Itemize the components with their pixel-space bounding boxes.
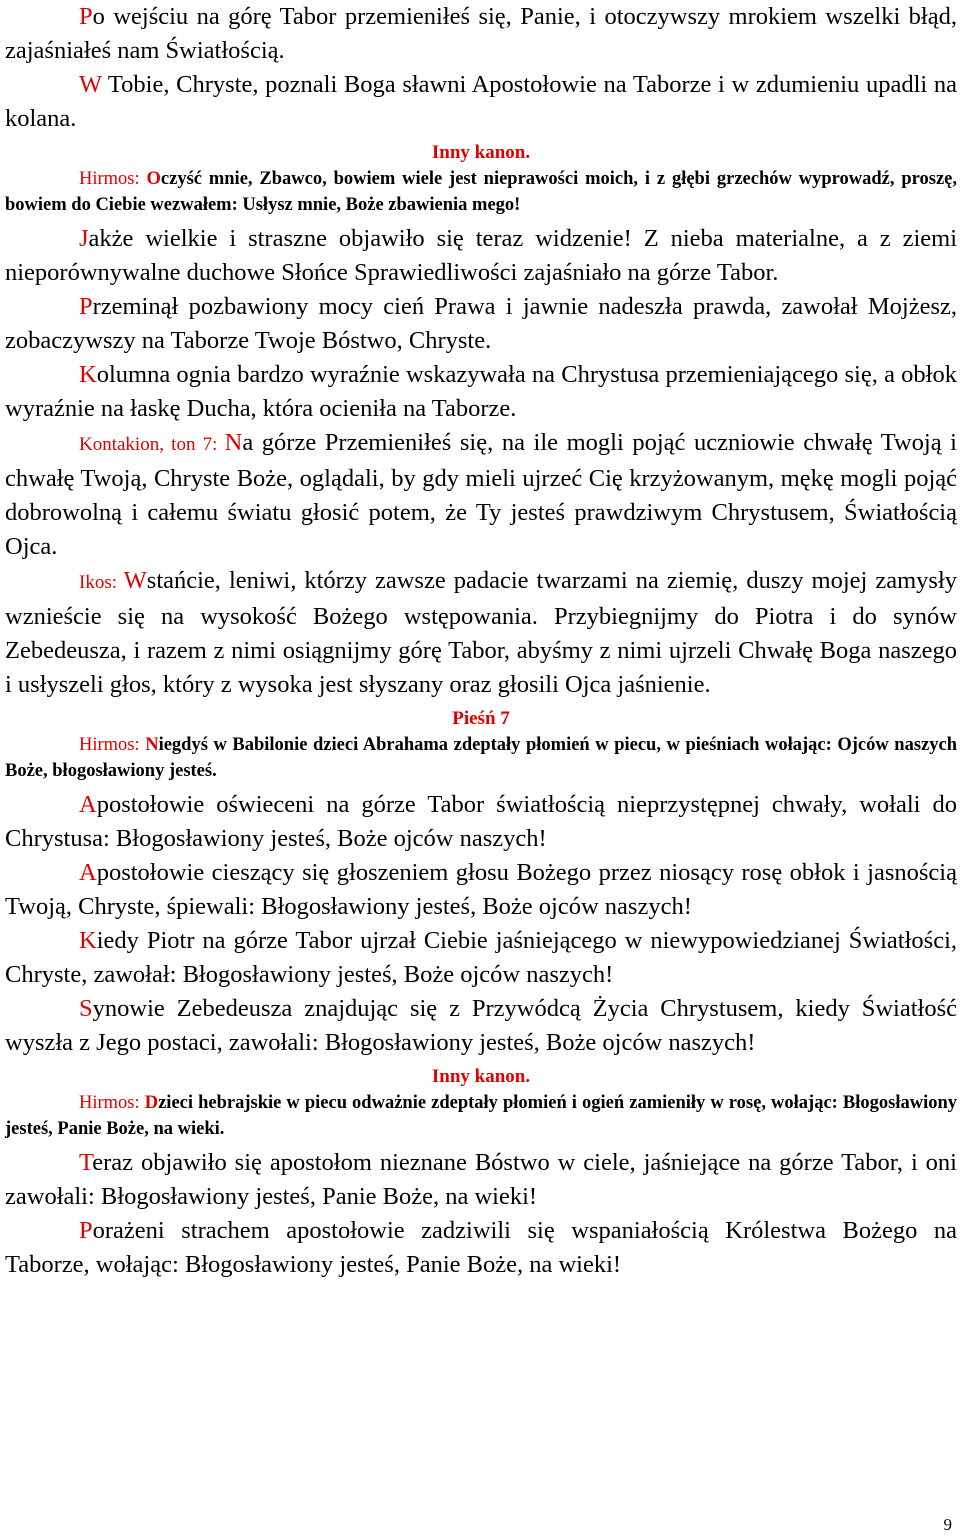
hirmos-2 <box>5 732 957 784</box>
initial-letter: S <box>79 995 93 1022</box>
paragraph-text: rzeminął pozbawiony mocy cień Prawa i jawnie nadeszła prawda, zawołał Mojżesz, zobaczywszy na Taborze Twoje Bóstwo, Chryste. <box>5 293 957 354</box>
paragraph-10 <box>5 1146 957 1214</box>
paragraph-6 <box>5 788 957 856</box>
paragraph-text: stańcie, leniwi, którzy zawsze padacie twarzami na ziemię, duszy mojej zamysły wznieście się na wysokość Bożego wstępowania. Przybiegnijmy do Piotra i do synów Zebedeusza, i razem z nimi osiągnijmy górę Tabor, abyśmy z nimi ujrzeli Chwałę Boga naszego i usłyszeli głos, który z wysoka jest słyszany oraz głosili Ojca jaśnienie. <box>5 567 957 698</box>
paragraph-7 <box>5 856 957 924</box>
hirmos-1 <box>5 166 957 218</box>
hirmos-text: zieci hebrajskie w piecu odważnie zdeptały płomień i ogień zamieniły w rosę, wołając: Błogosławiony jesteś, Panie Boże, na wieki. <box>5 1093 957 1139</box>
hirmos-text: czyść mnie, Zbawco, bowiem wiele jest nieprawości moich, i z głębi grzechów wyprowadź, proszę, bowiem do Ciebie wezwałem: Usłysz mnie, Boże zbawienia mego! <box>5 169 958 215</box>
paragraph-2 <box>5 68 957 136</box>
page-number: 9 <box>943 1515 952 1534</box>
initial-letter: K <box>79 927 97 954</box>
paragraph-11 <box>5 1214 957 1282</box>
paragraph-1 <box>5 0 957 68</box>
initial-letter: K <box>79 361 97 388</box>
paragraph-text: a górze Przemieniłeś się, na ile mogli pojąć uczniowie chwałę Twoją i chwałę Twoją, Chryste Boże, oglądali, by gdy mieli ujrzeć Cię krzyżowanym, mękę mogli pojąć dobrowolną i całemu światu głosić potem, że Ty jesteś prawdziwym Chrystusem, Światłością Ojca. <box>5 429 957 560</box>
paragraph-text: akże wielkie i straszne objawiło się teraz widzenie! Z nieba materialne, a z ziemi nieporównywalne duchowe Słońce Sprawiedliwości zajaśniało na górze Tabor. <box>5 225 957 286</box>
ikos-paragraph <box>5 564 957 702</box>
initial-letter: N <box>224 429 243 456</box>
paragraph-9 <box>5 992 957 1060</box>
initial-letter: T <box>79 1149 93 1176</box>
kontakion-paragraph <box>5 426 957 564</box>
initial-letter: P <box>79 3 93 30</box>
paragraph-4 <box>5 290 957 358</box>
section-heading-1: Inny kanon. <box>431 142 531 163</box>
paragraph-text: eraz objawiło się apostołom nieznane Bóstwo w ciele, jaśniejące na górze Tabor, i oni zawołali: Błogosławiony jesteś, Panie Boże, na wieki! <box>5 1149 957 1210</box>
hirmos-label: Hirmos: <box>79 735 146 755</box>
initial-letter: J <box>79 225 89 252</box>
paragraph-text: ynowie Zebedeusza znajdując się z Przywódcą Życia Chrystusem, kiedy Światłość wyszła z Jego postaci, zawołali: Błogosławiony jesteś, Boże ojców naszych! <box>5 995 957 1056</box>
initial-letter: D <box>144 1093 159 1113</box>
document-page <box>5 0 957 1282</box>
paragraph-text: postołowie oświeceni na górze Tabor światłością nieprzystępnej chwały, wołali do Chrystusa: Błogosławiony jesteś, Boże ojców naszych! <box>5 791 957 852</box>
initial-letter: W <box>79 71 102 98</box>
paragraph-5 <box>5 358 957 426</box>
initial-letter: W <box>123 567 147 594</box>
paragraph-3 <box>5 222 957 290</box>
hirmos-label: Hirmos: <box>79 169 147 189</box>
paragraph-text: olumna ognia bardzo wyraźnie wskazywała na Chrystusa przemieniającego się, a obłok wyraźnie na łaskę Ducha, która ocieniła na Taborze. <box>5 361 957 422</box>
kontakion-label: Kontakion, ton 7: <box>79 434 225 455</box>
hirmos-text: iegdyś w Babilonie dzieci Abrahama zdeptały płomień w piecu, w pieśniach wołając: Ojców naszych Boże, błogosławiony jesteś. <box>5 735 958 781</box>
initial-letter: P <box>79 293 93 320</box>
paragraph-8 <box>5 924 957 992</box>
paragraph-text: iedy Piotr na górze Tabor ujrzał Ciebie jaśniejącego w niewypowiedzianej Światłości, Chryste, zawołał: Błogosławiony jesteś, Boże ojców naszych! <box>5 927 957 988</box>
initial-letter: O <box>146 169 161 189</box>
paragraph-text: orażeni strachem apostołowie zadziwili się wspaniałością Królestwa Bożego na Taborze, wołając: Błogosławiony jesteś, Panie Boże, na wieki! <box>5 1217 957 1278</box>
hirmos-3 <box>5 1090 957 1142</box>
section-heading-3: Inny kanon. <box>431 1066 531 1087</box>
initial-letter: A <box>79 859 97 886</box>
paragraph-text: o wejściu na górę Tabor przemieniłeś się, Panie, i otoczywszy mrokiem wszelki błąd, zajaśniałeś nam Światłością. <box>5 3 957 64</box>
initial-letter: A <box>79 791 97 818</box>
section-heading-2: Pieśń 7 <box>452 708 510 729</box>
initial-letter: N <box>145 735 159 755</box>
ikos-label: Ikos: <box>79 572 124 593</box>
paragraph-text: Tobie, Chryste, poznali Boga sławni Apostołowie na Taborze i w zdumieniu upadli na kolana. <box>5 71 957 132</box>
paragraph-text: postołowie cieszący się głoszeniem głosu Bożego przez niosący rosę obłok i jasnością Twoją, Chryste, śpiewali: Błogosławiony jesteś, Boże ojców naszych! <box>5 859 957 920</box>
initial-letter: P <box>79 1217 93 1244</box>
hirmos-label: Hirmos: <box>79 1093 145 1113</box>
